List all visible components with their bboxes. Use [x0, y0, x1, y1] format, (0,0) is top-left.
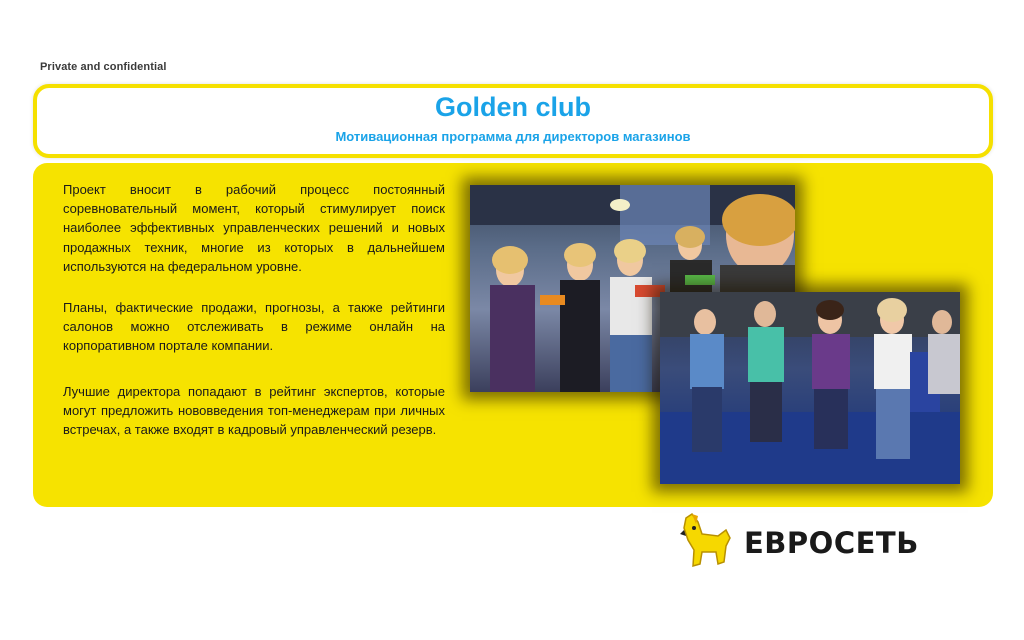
logo-text: ЕВРОСЕТЬ [744, 526, 919, 560]
paragraph-project: Проект вносит в рабочий процесс постоянный соревновательный момент, который стимулирует поиск наиболее эффективных управленческих решений и новых продажных техник, многие из которых в дальнейшем используются на федеральном уровне. [63, 182, 445, 274]
slide-title: Golden club [434, 92, 591, 122]
title-box [33, 84, 993, 158]
yellow-dog-icon [678, 512, 738, 570]
paragraph-directors: Лучшие директора попадают в рейтинг экспертов, которые могут предложить нововведения топ-менеджерам при личных встречах, а также входят в кадровый управленческий резерв. [63, 383, 445, 438]
description-text [63, 180, 445, 439]
slide-subtitle: Мотивационная программа для директоров магазинов [335, 129, 691, 144]
photo-group-seated [660, 292, 960, 484]
paragraph-plans: Планы, фактические продажи, прогнозы, а также рейтинги салонов можно отслеживать в режиме онлайн на корпоративном портале компании. [63, 300, 445, 354]
confidential-label: Private and confidential [40, 61, 167, 73]
company-logo [676, 512, 976, 572]
